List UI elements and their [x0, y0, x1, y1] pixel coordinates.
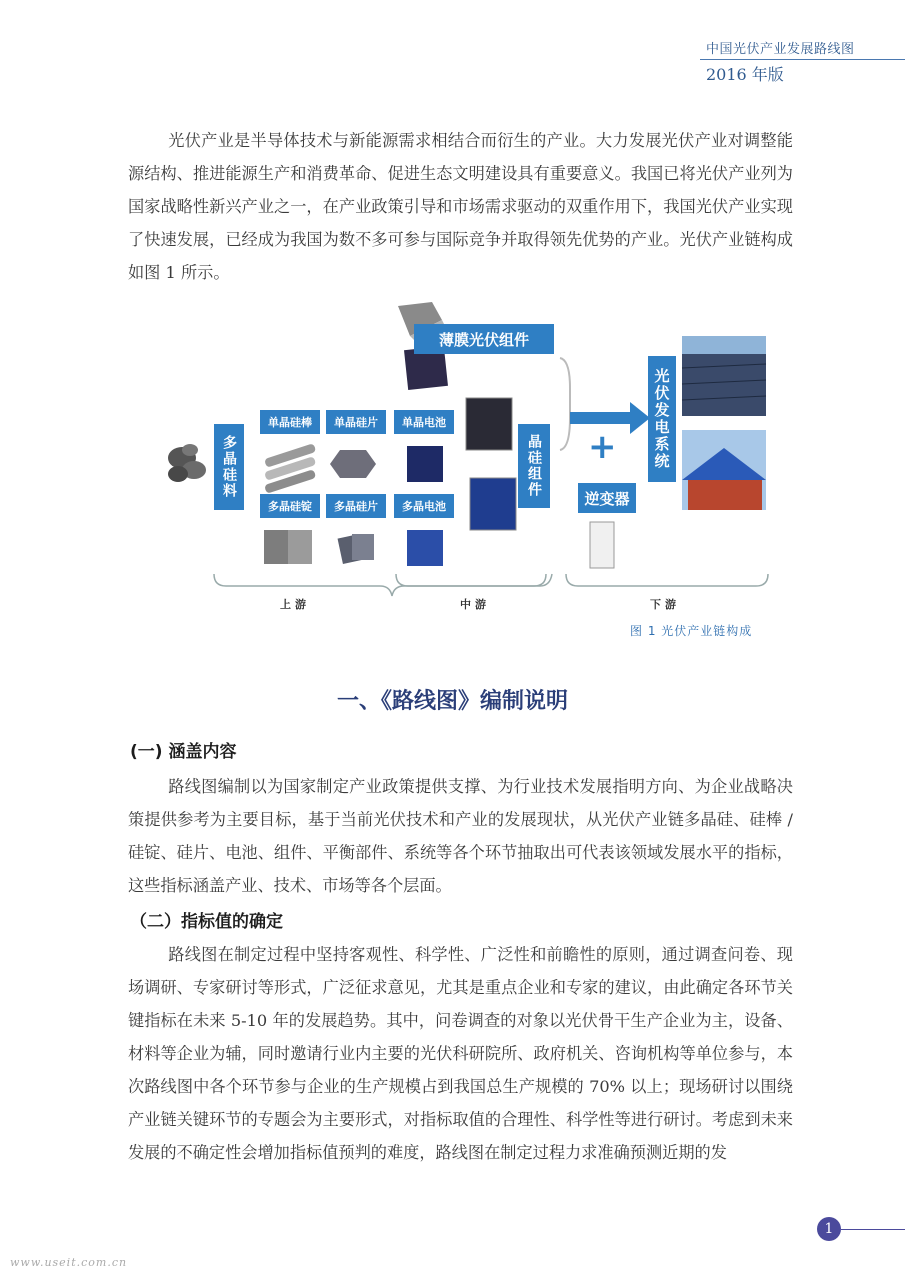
poly-module-image: [470, 478, 516, 530]
midstream-label: 中游: [460, 598, 490, 611]
thin-film-module-box: 薄膜光伏组件: [414, 324, 554, 354]
poly-cell-image: [407, 530, 443, 566]
subsection-coverage-heading: (一) 涵盖内容: [130, 742, 237, 762]
header-divider: [700, 59, 905, 60]
mono-rod-box: 单晶硅棒: [260, 410, 320, 434]
intro-paragraph: [128, 124, 793, 289]
poly-wafer-image: [338, 534, 374, 564]
watermark: www.useit.com.cn: [10, 1256, 128, 1269]
upstream-brace: [214, 574, 546, 596]
intro-text: 光伏产业是半导体技术与新能源需求相结合而衍生的产业。大力发展光伏产业对调整能源结构、推进能源生产和消费革命、促进生态文明建设具有重要意义。我国已将光伏产业列为国家战略性新兴产业之一，在产业政策引导和市场需求驱动的双重作用下，我国光伏产业实现了快速发展，已经成为我国为数不多可参与国际竞争并取得领先优势的产业。光伏产业链构成如图 1 所示。: [128, 131, 793, 282]
poly-ingot-box: 多晶硅锭: [260, 494, 320, 518]
connector-curve: [560, 358, 570, 450]
crystal-module-box: 晶硅组件: [518, 424, 550, 508]
downstream-label: 下游: [650, 598, 680, 611]
arrow-shaft: [570, 412, 630, 424]
upstream-label: 上游: [280, 598, 310, 611]
poly-cell-box: 多晶电池: [394, 494, 454, 518]
inverter-box: 逆变器: [578, 483, 636, 513]
plus-sign: +: [588, 427, 617, 467]
poly-silicon-box: 多晶硅料: [214, 424, 244, 510]
mono-wafer-box: 单晶硅片: [326, 410, 386, 434]
page-number: 1: [817, 1217, 841, 1241]
mono-wafer-image: [330, 450, 376, 478]
section-title: 一、《路线图》编制说明: [336, 689, 568, 714]
page-number-line: [841, 1229, 905, 1230]
pv-system-box: 光伏发电系统: [648, 356, 676, 482]
coverage-text: 路线图编制以为国家制定产业政策提供支撑、为行业技术发展指明方向、为企业战略决策提供参考为主要目标，基于当前光伏技术和产业的发展现状，从光伏产业链多晶硅、硅棒 / 硅锭、硅片、电池、组件、平衡部件、系统等各个环节抽取出可代表该领域发展水平的指标，这些指标涵盖产业、技术、市场等各个层面。: [128, 777, 793, 895]
mono-cell-image: [407, 446, 443, 482]
mono-module-image: [466, 398, 512, 450]
arrow-head-icon: [630, 402, 650, 434]
coverage-paragraph: [128, 770, 793, 902]
figure-caption: 图 1 光伏产业链构成: [630, 624, 753, 638]
running-header-title: 中国光伏产业发展路线图: [706, 42, 855, 57]
poly-wafer-box: 多晶硅片: [326, 494, 386, 518]
indicator-text: 路线图在制定过程中坚持客观性、科学性、广泛性和前瞻性的原则，通过调查问卷、现场调研、专家研讨等形式，广泛征求意见，尤其是重点企业和专家的建议，由此确定各环节关键指标在未来 5-10 年的发展趋势。其中，问卷调查的对象以光伏骨干生产企业为主，设备、材料等企业为辅，同时邀请行业内主要的光伏科研院所、政府机关、咨询机构等单位参与，本次路线图中各个环节参与企业的生产规模占到我国总生产规模的 70% 以上；现场研讨以围绕产业链关键环节的专题会为主要形式，对指标取值的合理性、科学性等进行研讨。考虑到未来发展的不确定性会增加指标值预判的难度，路线图在制定过程力求准确预测近期的发: [128, 945, 793, 1162]
pv-rooftop-photo: [682, 430, 766, 510]
mono-rod-image: [264, 443, 316, 494]
poly-ingot-image: [264, 530, 312, 564]
silicon-rocks-image: [168, 444, 206, 482]
pv-farm-photo: [682, 336, 766, 416]
midstream-brace: [396, 574, 552, 586]
industry-chain-figure: [160, 298, 780, 643]
subsection-indicator-heading: （二）指标值的确定: [130, 912, 283, 932]
inverter-image: [590, 522, 614, 568]
downstream-brace: [566, 574, 768, 586]
mono-cell-box: 单晶电池: [394, 410, 454, 434]
indicator-paragraph: [128, 938, 793, 1169]
running-header-version: 2016 年版: [706, 65, 784, 84]
